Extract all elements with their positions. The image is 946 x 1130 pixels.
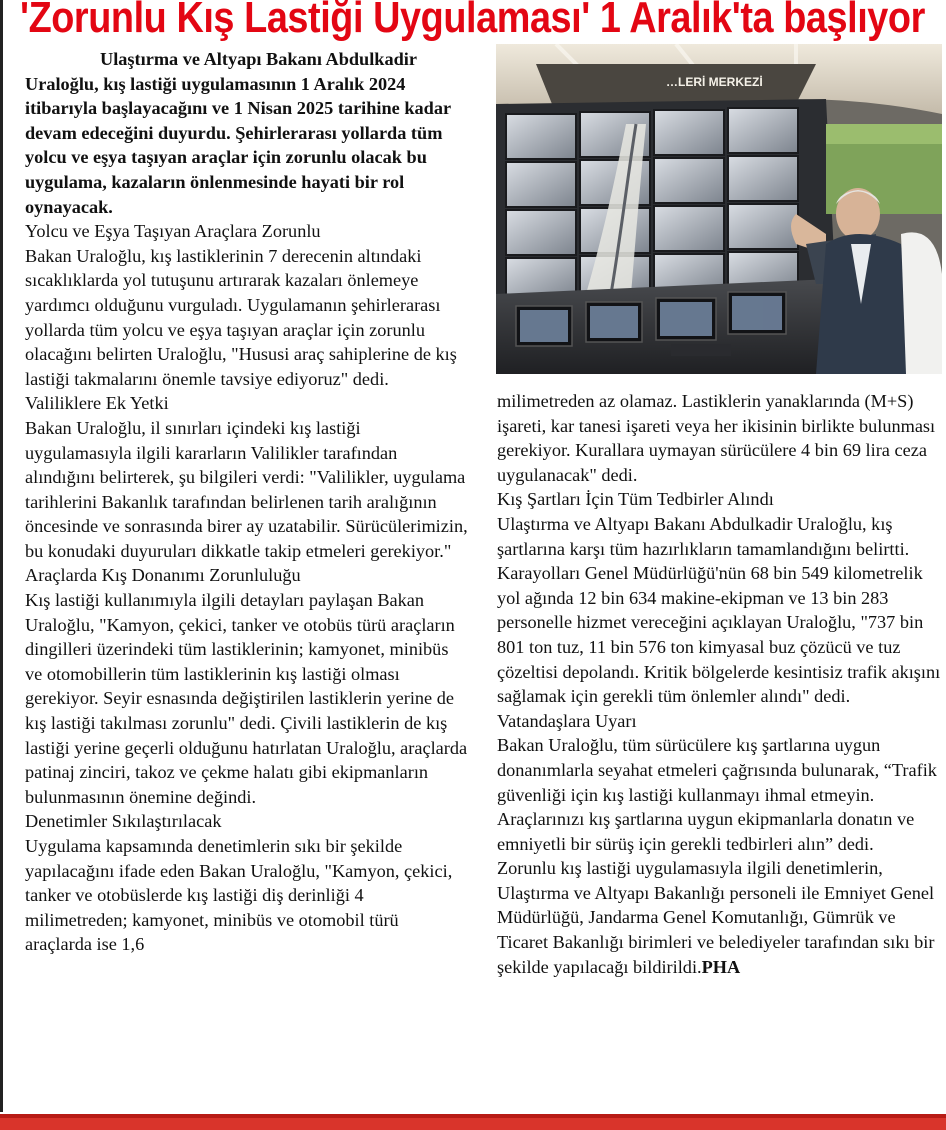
- column-rule: [0, 0, 3, 1112]
- bottom-border: [0, 1114, 946, 1130]
- final-text: Zorunlu kış lastiği uygulamasıyla ilgili denetimlerin, Ulaştırma ve Altyapı Bakanlığı personeli ile Emniyet Genel Müdürlüğü, Jandarma Genel Komutanlığı, Gümrük ve Ticaret Bakanlığı birimleri ve belediyeler tarafından sıkı bir şekilde yapılacağı bildirildi.: [497, 858, 935, 977]
- subheading: Vatandaşlara Uyarı: [497, 710, 637, 731]
- headline: 'Zorunlu Kış Lastiği Uygulaması' 1 Aralık'ta başlıyor: [20, 0, 925, 42]
- subheading: Araçlarda Kış Donanımı Zorunluluğu: [25, 565, 301, 586]
- lead-paragraph: Ulaştırma ve Altyapı Bakanı Abdulkadir Uraloğlu, kış lastiği uygulamasının 1 Aralık 2024 itibarıyla başlayacağını ve 1 Nisan 2025 tarihine kadar devam edeceğini duyurdu. Şehirlerarası yollarda tüm yolcu ve eşya taşıyan araçlar için zorunlu olacak bu uygulama, kazaların önlenmesinde hayati bir rol oynayacak.: [25, 49, 451, 217]
- paragraph: Bakan Uraloğlu, il sınırları içindeki kış lastiği uygulamasıyla ilgili kararların Valilikler tarafından alındığını belirterek, şu bilgileri verdi: "Valilikler, uygulama tarihlerini Bakanlık tarafından belirlenen tarih aralığının öncesinde ve sonrasında birer ay uzatabilir. Sürücülerimizin, bu konudaki duyuruları dikkatle takip etmeleri gerekiyor.": [25, 417, 468, 561]
- paragraph: Kış lastiği kullanımıyla ilgili detayları paylaşan Bakan Uraloğlu, "Kamyon, çekici, tanker ve otobüs türü araçların dingilleri üzerindeki tüm lastiklerinin; kamyonet, minibüs ve otomobillerin tüm lastiklerinin kış lastiği olması gerekiyor. Seyir esnasında değiştirilen lastiklerin yerine de kış lastiği takılması zorunlu" dedi. Çivili lastiklerin de kış lastiği yerine geçerli olduğunu hatırlatan Uraloğlu, araçlarda patinaj zinciri, takoz ve çekme halatı gibi ekipmanların bulunmasının önemine değindi.: [25, 590, 468, 807]
- paragraph: milimetreden az olamaz. Lastiklerin yanaklarında (M+S) işareti, kar tanesi işareti veya her ikisinin birlikte bulunması gerekiyor. Kurallara uymayan sürücülere 4 bin 69 lira ceza uygulanacak" dedi.: [497, 391, 936, 485]
- sign-text: …LERİ MERKEZİ: [666, 75, 763, 89]
- article-column-left: [25, 47, 469, 957]
- subheading: Valiliklere Ek Yetki: [25, 393, 169, 414]
- paragraph-final: [497, 856, 943, 979]
- paragraph: Bakan Uraloğlu, tüm sürücülere kış şartlarına uygun donanımlarla seyahat etmeleri çağrısında bulunarak, “Trafik güvenliği için kış lastiği kullanmayı ihmal etmeyin. Araçlarınızı kış şartlarına uygun ekipmanlarla donatın ve emniyetli bir sürüş için gerekli tedbirleri alın” dedi.: [497, 735, 937, 854]
- article-column-right: [497, 389, 943, 979]
- news-photo: [496, 44, 942, 374]
- traffic-control-center-photo: [496, 44, 942, 374]
- paragraph: Ulaştırma ve Altyapı Bakanı Abdulkadir Uraloğlu, kış şartlarına karşı tüm hazırlıkların tamamlandığını belirtti. Karayolları Genel Müdürlüğü'nün 68 bin 549 kilometrelik yol ağında 12 bin 634 makine-ekipman ve 13 bin 283 personelle hizmet vereceğini açıklayan Uraloğlu, "737 bin 801 ton tuz, 11 bin 576 ton kimyasal buz çözücü ve tuz çözeltisi depolandı. Kritik bölgelerde kesintisiz trafik akışını sağlamak için gerekli tüm önlemler alındı" dedi.: [497, 513, 941, 707]
- subheading: Denetimler Sıkılaştırılacak: [25, 811, 222, 832]
- paragraph: Bakan Uraloğlu, kış lastiklerinin 7 derecenin altındaki sıcaklıklarda yol tutuşunu artırarak kazaları önlemeye yardımcı olduğunu vurguladı. Uygulamanın şehirlerarası yollarda tüm yolcu ve eşya taşıyan araçlar için zorunlu olacağını belirten Uraloğlu, "Hususi araç sahiplerine de kış lastiği takmalarını önemle tavsiye ediyoruz" dedi.: [25, 245, 457, 389]
- subheading: Yolcu ve Eşya Taşıyan Araçlara Zorunlu: [25, 221, 321, 242]
- paragraph: Uygulama kapsamında denetimlerin sıkı bir şekilde yapılacağını ifade eden Bakan Uraloğlu, "Kamyon, çekici, tanker ve otobüslerde kış lastiği diş derinliği 4 milimetreden; kamyonet, minibüs ve otomobil türü araçlarda ise 1,6: [25, 836, 453, 955]
- subheading: Kış Şartları İçin Tüm Tedbirler Alındı: [497, 489, 774, 510]
- source-credit: PHA: [701, 956, 741, 977]
